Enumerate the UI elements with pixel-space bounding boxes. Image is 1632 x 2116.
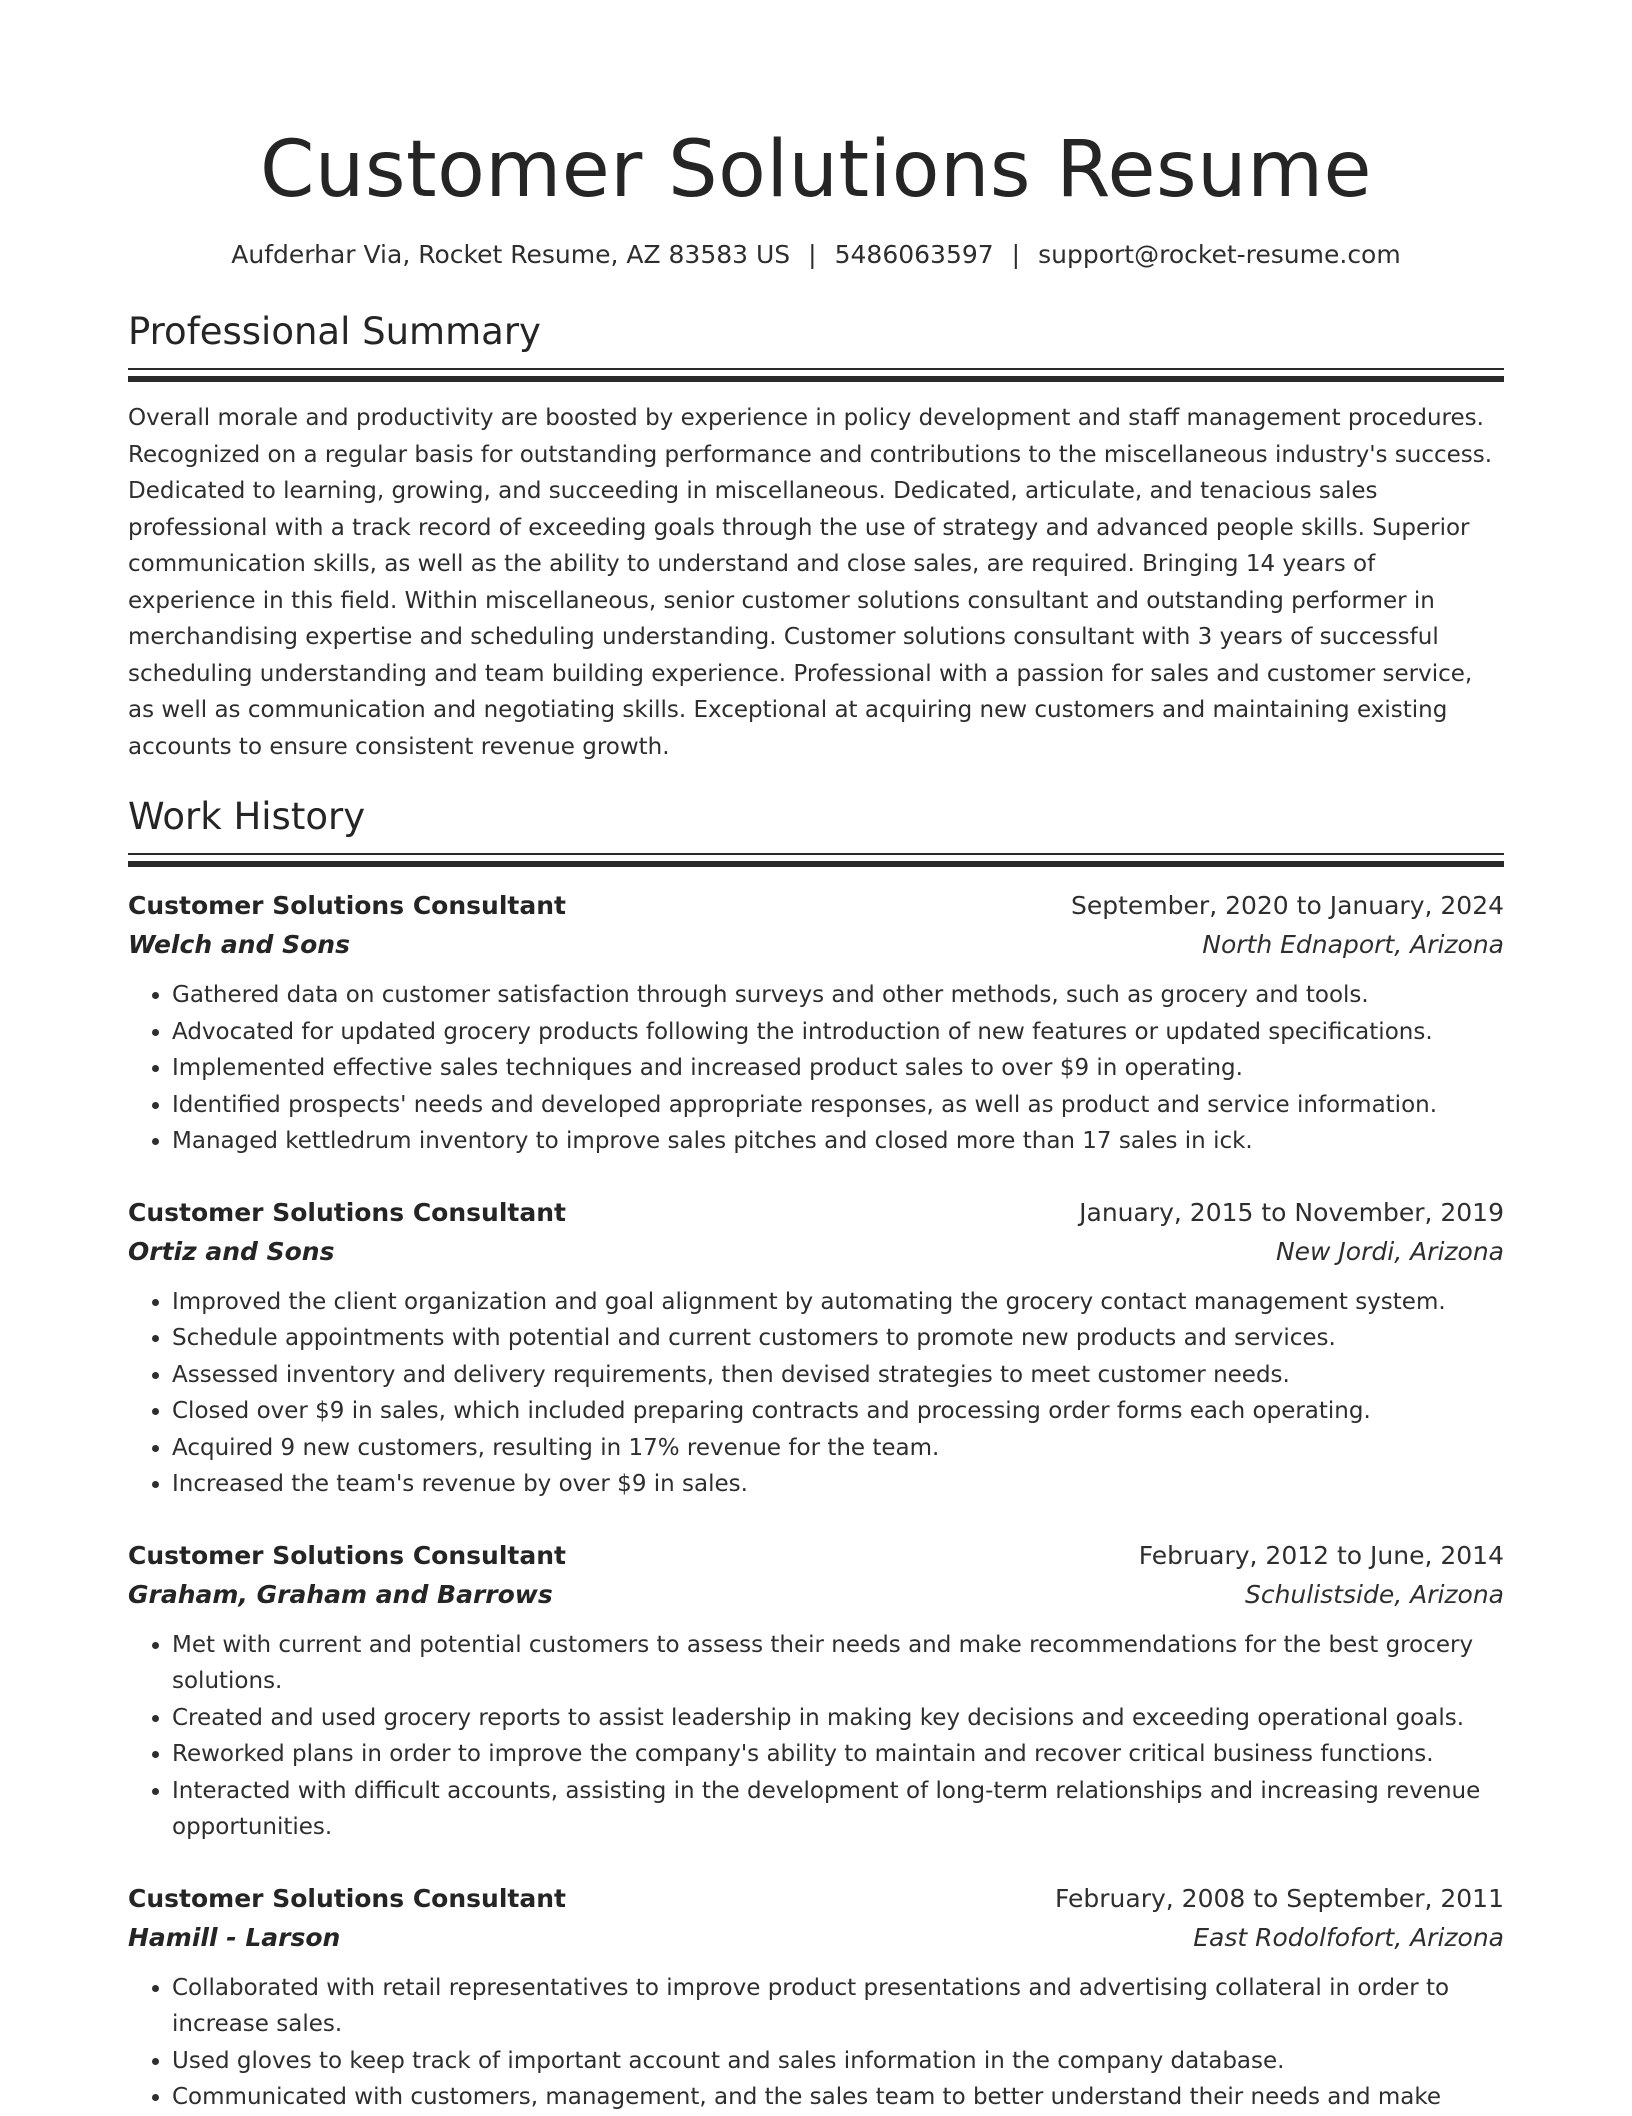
job-bullet: • Collaborated with retail representatives to improve product presentations and advertising collateral in order to increase sales. xyxy=(172,1970,1504,2043)
section-divider-thin xyxy=(128,368,1504,370)
job-bullet: • Gathered data on customer satisfaction through surveys and other methods, such as grocery and tools. xyxy=(172,977,1504,1014)
job-bullet: • Interacted with difficult accounts, assisting in the development of long-term relationships and increasing revenue opportunities. xyxy=(172,1773,1504,1846)
job-entry xyxy=(128,887,1504,1160)
job-title: Customer Solutions Consultant xyxy=(128,1540,566,1570)
section-heading-summary: Professional Summary xyxy=(128,310,541,353)
job-list xyxy=(128,887,1504,2116)
job-dates: February, 2012 to June, 2014 xyxy=(1138,1540,1504,1570)
section-heading-work: Work History xyxy=(128,795,366,838)
job-bullet: • Schedule appointments with potential and current customers to promote new products and services. xyxy=(172,1320,1504,1357)
section-divider-thick xyxy=(128,861,1504,867)
job-dates: September, 2020 to January, 2024 xyxy=(1071,891,1504,920)
job-header-row xyxy=(128,1194,1504,1232)
section-divider-thin xyxy=(128,853,1504,855)
professional-summary-section xyxy=(128,308,1504,765)
job-title: Customer Solutions Consultant xyxy=(128,1197,566,1227)
job-location: New Jordi, Arizona xyxy=(1275,1236,1504,1266)
job-location: North Ednaport, Arizona xyxy=(1202,930,1504,959)
section-divider-thick xyxy=(128,376,1504,382)
job-bullet: • Assessed inventory and delivery requirements, then devised strategies to meet customer needs. xyxy=(172,1357,1504,1394)
job-company-row xyxy=(128,925,1504,965)
job-bullet-list xyxy=(128,1970,1504,2116)
job-header-row xyxy=(128,887,1504,925)
job-bullet-list xyxy=(128,977,1504,1160)
job-bullet: • Improved the client organization and goal alignment by automating the grocery contact management system. xyxy=(172,1284,1504,1321)
job-header-row xyxy=(128,1537,1504,1575)
job-dates: January, 2015 to November, 2019 xyxy=(1079,1197,1504,1227)
company-name: Ortiz and Sons xyxy=(128,1236,335,1266)
summary-text: Overall morale and productivity are boosted by experience in policy development and staff management procedures. Recognized on a regular basis for outstanding performance and contributions to the miscellaneous industry's success. Dedicated to learning, growing, and succeeding in miscellaneous. Dedicated, articulate, and tenacious sales professional with a track record of exceeding goals through the use of strategy and advanced people skills. Superior communication skills, as well as the ability to understand and close sales, are required. Bringing 14 years of experience in this field. Within miscellaneous, senior customer solutions consultant and outstanding performer in merchandising expertise and scheduling understanding. Customer solutions consultant with 3 years of successful scheduling understanding and team building experience. Professional with a passion for sales and customer service, as well as communication and negotiating skills. Exceptional at acquiring new customers and maintaining existing accounts to ensure consistent revenue growth. xyxy=(128,405,1493,760)
job-bullet: • Managed kettledrum inventory to improve sales pitches and closed more than 17 sales in ick. xyxy=(172,1123,1504,1160)
contact-separator: | xyxy=(808,240,817,269)
job-bullet: • Communicated with customers, management, and the sales team to better understand their needs and make xyxy=(172,2079,1504,2116)
job-bullet: • Identified prospects' needs and developed appropriate responses, as well as product and service information. xyxy=(172,1087,1504,1124)
contact-line xyxy=(128,238,1504,272)
company-name: Hamill - Larson xyxy=(128,1922,341,1952)
job-company-row xyxy=(128,1575,1504,1615)
job-header-row xyxy=(128,1880,1504,1918)
job-entry xyxy=(128,1194,1504,1503)
job-bullet: • Acquired 9 new customers, resulting in 17% revenue for the team. xyxy=(172,1430,1504,1467)
job-entry xyxy=(128,1537,1504,1846)
contact-phone: 5486063597 xyxy=(834,240,994,269)
job-title: Customer Solutions Consultant xyxy=(128,1883,566,1913)
job-bullet: • Created and used grocery reports to assist leadership in making key decisions and exceeding operational goals. xyxy=(172,1700,1504,1737)
job-bullet: • Met with current and potential customers to assess their needs and make recommendations for the best grocery solutions. xyxy=(172,1627,1504,1700)
contact-email: support@rocket-resume.com xyxy=(1038,240,1401,269)
job-bullet: • Used gloves to keep track of important account and sales information in the company database. xyxy=(172,2043,1504,2080)
job-company-row xyxy=(128,1232,1504,1272)
job-location: Schulistside, Arizona xyxy=(1244,1579,1504,1609)
job-location: East Rodolfofort, Arizona xyxy=(1193,1922,1504,1952)
job-bullet: • Implemented effective sales techniques and increased product sales to over $9 in operating. xyxy=(172,1050,1504,1087)
job-bullet: • Increased the team's revenue by over $9 in sales. xyxy=(172,1466,1504,1503)
work-history-section xyxy=(128,793,1504,2116)
job-title: Customer Solutions Consultant xyxy=(128,891,566,920)
job-bullet: • Reworked plans in order to improve the company's ability to maintain and recover critical business functions. xyxy=(172,1736,1504,1773)
job-dates: February, 2008 to September, 2011 xyxy=(1055,1883,1504,1913)
page-title: Customer Solutions Resume xyxy=(259,125,1373,215)
contact-address: Aufderhar Via, Rocket Resume, AZ 83583 US xyxy=(231,240,791,269)
job-entry xyxy=(128,1880,1504,2116)
job-bullet-list xyxy=(128,1627,1504,1846)
job-bullet-list xyxy=(128,1284,1504,1503)
job-company-row xyxy=(128,1918,1504,1958)
job-bullet: • Advocated for updated grocery products following the introduction of new features or updated specifications. xyxy=(172,1014,1504,1051)
job-bullet: • Closed over $9 in sales, which included preparing contracts and processing order forms each operating. xyxy=(172,1393,1504,1430)
company-name: Welch and Sons xyxy=(128,930,350,959)
contact-separator: | xyxy=(1011,240,1021,269)
company-name: Graham, Graham and Barrows xyxy=(128,1579,553,1609)
resume-page xyxy=(128,0,1504,2116)
